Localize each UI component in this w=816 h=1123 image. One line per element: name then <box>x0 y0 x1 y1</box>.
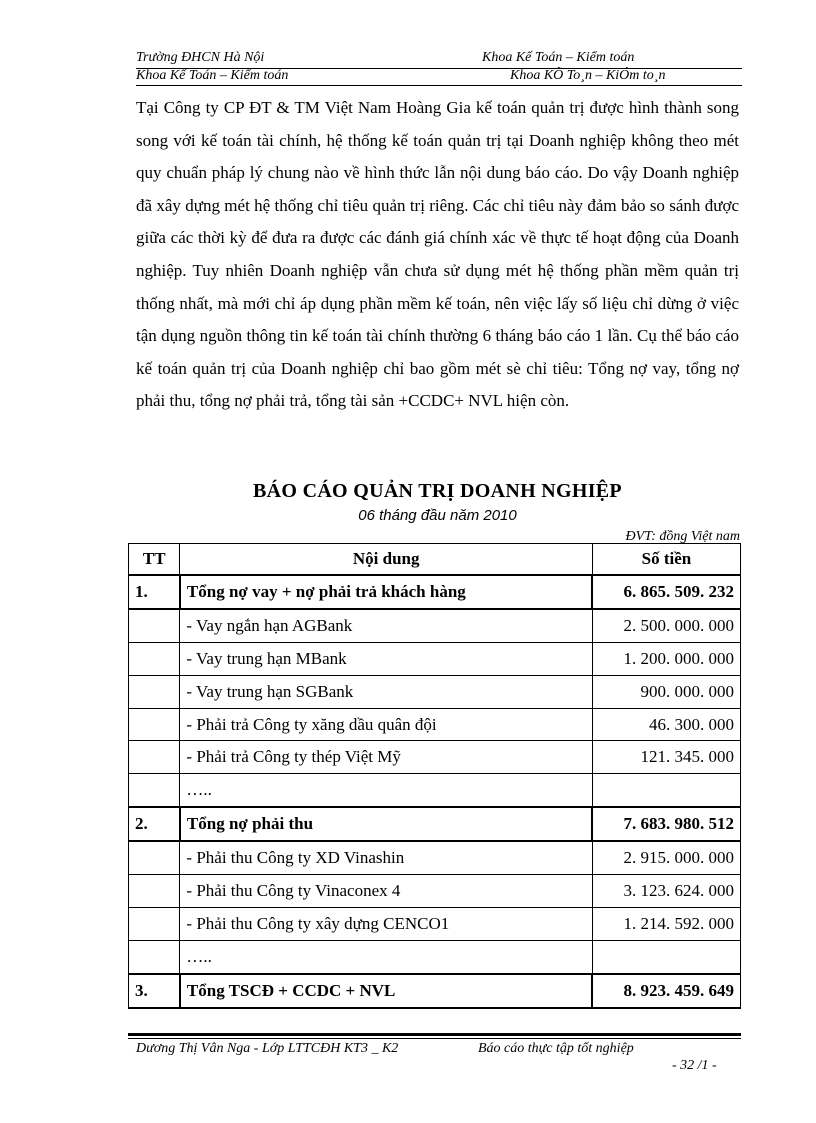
footer-author: Dương Thị Vân Nga - Lớp LTTCĐH KT3 _ K2 <box>136 1041 399 1056</box>
header-faculty-garbled: Khoa KÕ To¸n – KiÓm to¸n <box>510 68 666 83</box>
table-row <box>129 974 741 1008</box>
page-number: - 32 /1 - <box>672 1058 717 1073</box>
row-tt: 1. <box>129 575 180 609</box>
table-row <box>129 609 741 642</box>
col-tt: TT <box>129 544 180 576</box>
row-tt: 3. <box>129 974 180 1008</box>
row-tt <box>129 675 180 708</box>
footer-rule-thin <box>128 1038 741 1039</box>
row-amount: 6. 865. 509. 232 <box>592 575 740 609</box>
row-amount <box>592 940 740 973</box>
table-row <box>129 940 741 973</box>
report-title: BÁO CÁO QUẢN TRỊ DOANH NGHIỆP <box>253 480 622 502</box>
table-row <box>129 875 741 908</box>
row-content: - Vay trung hạn SGBank <box>180 675 593 708</box>
table-row <box>129 907 741 940</box>
row-amount: 8. 923. 459. 649 <box>592 974 740 1008</box>
row-amount: 46. 300. 000 <box>592 708 740 741</box>
row-tt <box>129 741 180 774</box>
col-content: Nội dung <box>180 544 593 576</box>
row-amount: 900. 000. 000 <box>592 675 740 708</box>
row-tt <box>129 609 180 642</box>
row-content: Tổng nợ phải thu <box>180 807 593 841</box>
row-content: - Phải trả Công ty thép Việt Mỹ <box>180 741 593 774</box>
report-subtitle: 06 tháng đầu năm 2010 <box>358 507 517 524</box>
row-tt <box>129 642 180 675</box>
row-amount: 2. 915. 000. 000 <box>592 841 740 874</box>
row-amount <box>592 774 740 807</box>
row-content: Tổng TSCĐ + CCDC + NVL <box>180 974 593 1008</box>
row-amount: 1. 200. 000. 000 <box>592 642 740 675</box>
row-content: - Phải thu Công ty Vinaconex 4 <box>180 875 593 908</box>
table-row <box>129 675 741 708</box>
col-amount: Số tiền <box>592 544 740 576</box>
header-faculty-left: Khoa Kế Toán – Kiểm toán <box>136 68 289 83</box>
table-row <box>129 642 741 675</box>
row-content: - Phải thu Công ty xây dựng CENCO1 <box>180 907 593 940</box>
row-tt <box>129 708 180 741</box>
table-row <box>129 708 741 741</box>
footer-document: Báo cáo thực tập tốt nghiệp <box>478 1041 634 1056</box>
footer-rule <box>128 1033 741 1036</box>
table-row <box>129 841 741 874</box>
row-tt <box>129 907 180 940</box>
table-row <box>129 774 741 807</box>
row-amount: 3. 123. 624. 000 <box>592 875 740 908</box>
row-amount: 1. 214. 592. 000 <box>592 907 740 940</box>
body-paragraph: Tại Công ty CP ĐT & TM Việt Nam Hoàng Gia kế toán quản trị được hình thành song song với kế toán tài chính, hệ thống kế toán quản trị tại Doanh nghiệp không theo mét quy chuẩn pháp lý chung nào về hình thức lẫn nội dung báo cáo. Do vậy Doanh nghiệp đã xây dựng mét hệ thống chỉ tiêu quản trị riêng. Các chỉ tiêu này đảm bảo so sánh được giữa các thời kỳ để đưa ra được các đánh giá chính xác về thực tế hoạt động của Doanh nghiệp. Tuy nhiên Doanh nghiệp vẫn chưa sử dụng mét hệ thống phần mềm quản trị thống nhất, mà mới chỉ áp dụng phần mềm kế toán, nên việc lấy số liệu chỉ dừng ở việc tận dụng nguồn thông tin kế toán tài chính thường 6 tháng báo cáo 1 lần. Cụ thể báo cáo kế toán quản trị của Doanh nghiệp chỉ bao gồm mét sè chỉ tiêu: Tổng nợ vay, tổng nợ phải thu, tổng nợ phải trả, tổng tài sản +CCDC+ NVL hiện còn. <box>136 98 739 411</box>
row-tt: 2. <box>129 807 180 841</box>
header-faculty: Khoa Kế Toán – Kiểm toán <box>482 50 635 65</box>
row-content: ….. <box>180 940 593 973</box>
row-content: - Vay ngắn hạn AGBank <box>180 609 593 642</box>
table-row <box>129 741 741 774</box>
row-amount: 2. 500. 000. 000 <box>592 609 740 642</box>
row-content: - Vay trung hạn MBank <box>180 642 593 675</box>
row-tt <box>129 875 180 908</box>
currency-unit: ĐVT: đồng Việt nam <box>625 529 740 544</box>
header-rule-2 <box>136 85 742 86</box>
row-content: Tổng nợ vay + nợ phải trả khách hàng <box>180 575 593 609</box>
row-content: - Phải trả Công ty xăng dầu quân đội <box>180 708 593 741</box>
report-table <box>128 543 741 1009</box>
table-row <box>129 575 741 609</box>
row-content: - Phải thu Công ty XD Vinashin <box>180 841 593 874</box>
table-row <box>129 807 741 841</box>
row-tt <box>129 774 180 807</box>
row-tt <box>129 841 180 874</box>
row-amount: 7. 683. 980. 512 <box>592 807 740 841</box>
table-header-row <box>129 544 741 576</box>
header-school: Trường ĐHCN Hà Nội <box>136 50 265 65</box>
row-amount: 121. 345. 000 <box>592 741 740 774</box>
row-content: ….. <box>180 774 593 807</box>
row-tt <box>129 940 180 973</box>
